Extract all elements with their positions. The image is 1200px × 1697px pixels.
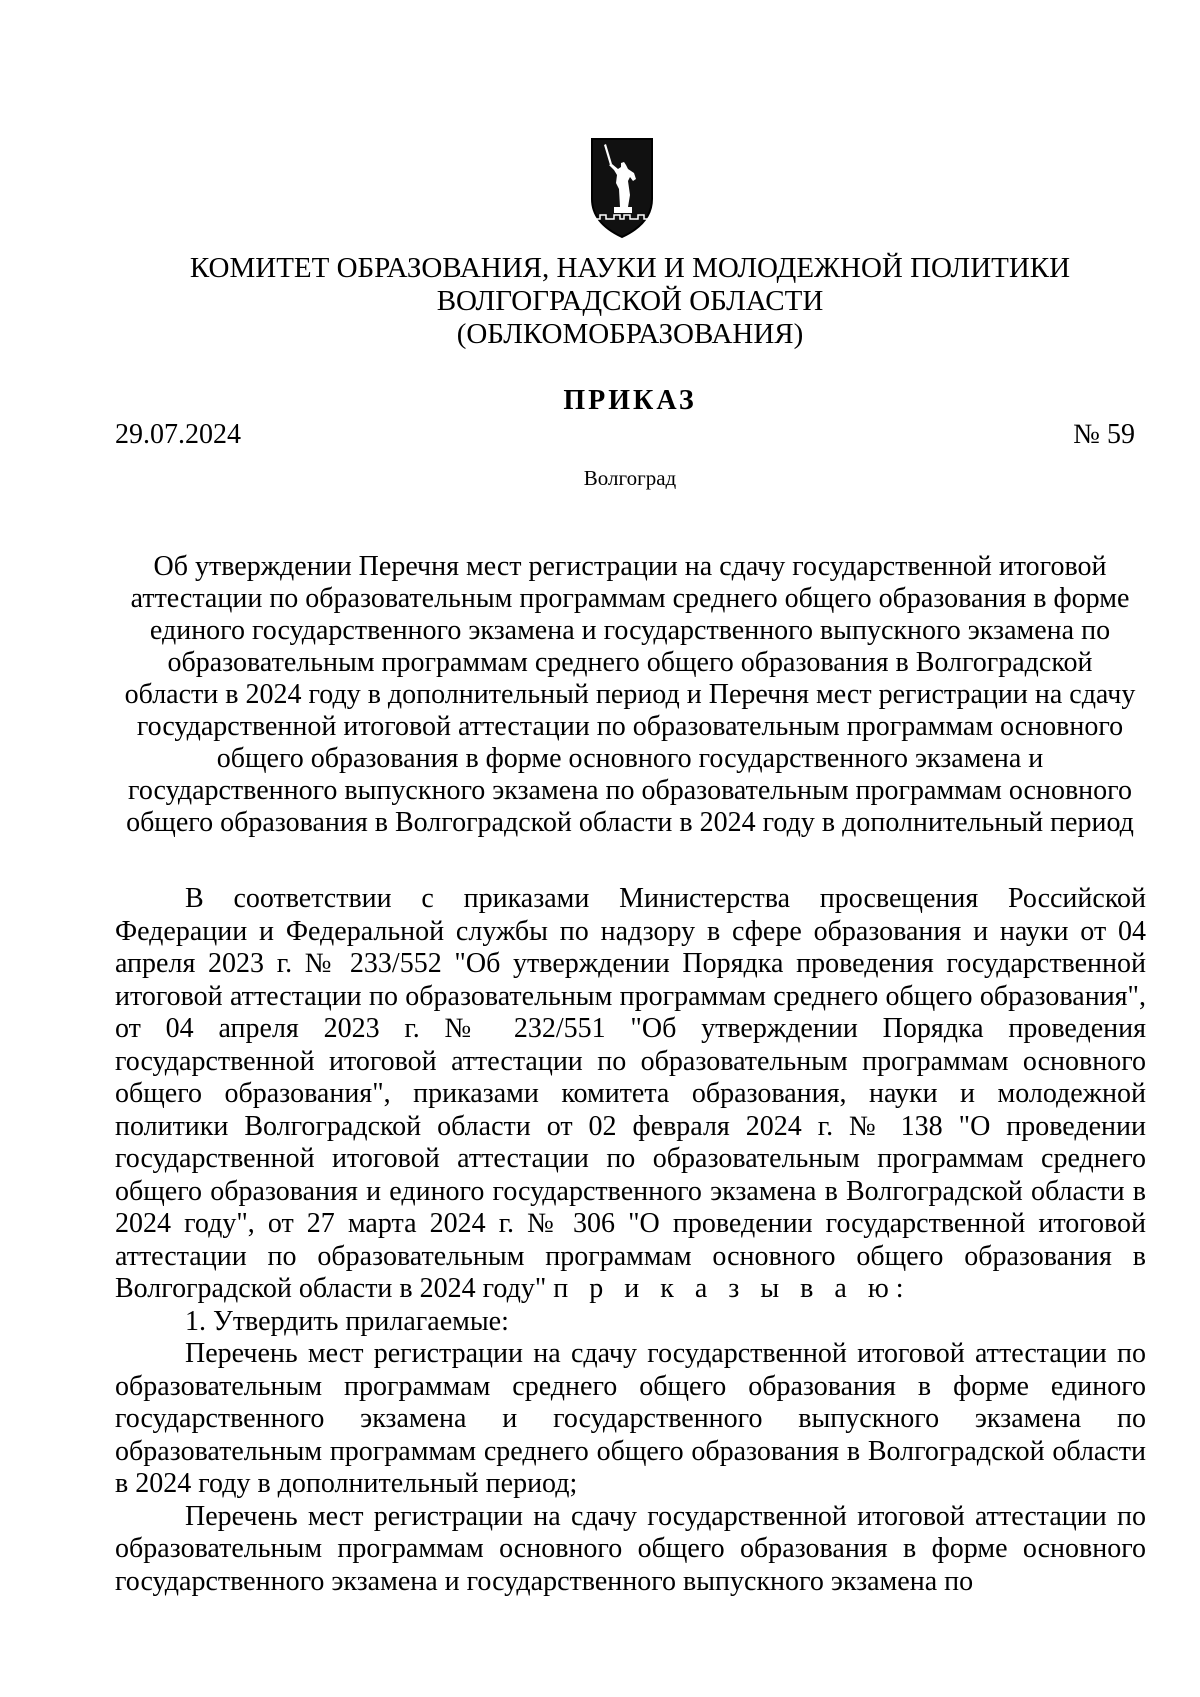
document-date: 29.07.2024 <box>115 419 241 450</box>
subject-line: Об утверждении Перечня мест регистрации на сдачу государственной итоговой <box>153 551 1107 582</box>
coat-of-arms-emblem <box>590 137 654 239</box>
organization-name-line: ВОЛГОГРАДСКОЙ ОБЛАСТИ <box>436 285 824 317</box>
subject-line: государственной итоговой аттестации по образовательным программам основного <box>136 711 1124 742</box>
preamble-paragraph <box>115 883 1146 1306</box>
document-body <box>115 883 1146 1598</box>
document-subject <box>115 551 1145 839</box>
organization-name <box>0 252 1200 351</box>
preamble-text: В соответствии с приказами Министерства просвещения Российской Федерации и Федеральной службы по надзору в сфере образования и науки от 04 апреля 2023 г. № 233/552 "Об утверждении Порядка проведения государственной итоговой аттестации по образовательным программам среднего общего образования", от 04 апреля 2023 г. № 232/551 "Об утверждении Порядка проведения государственной итоговой аттестации по образовательным программам основного общего образования", приказами комитета образования, науки и молодежной политики Волгоградской области от 02 февраля 2024 г. № 138 "О проведении государственной итоговой аттестации по образовательным программам среднего общего образования и единого государственного экзамена в Волгоградской области в 2024 году", от 27 марта 2024 г. № 306 "О проведении государственной итоговой аттестации по образовательным программам основного общего образования в Волгоградской области в 2024 году" <box>115 883 1146 1304</box>
document-type-title: ПРИКАЗ <box>563 385 697 416</box>
organization-name-line: КОМИТЕТ ОБРАЗОВАНИЯ, НАУКИ И МОЛОДЕЖНОЙ ПОЛИТИКИ <box>189 252 1071 284</box>
subject-line: аттестации по образовательным программам среднего общего образования в форме <box>130 583 1130 614</box>
order-item-1: 1. Утвердить прилагаемые: <box>185 1305 509 1337</box>
subject-line: государственного выпускного экзамена по образовательным программам основного <box>128 775 1132 806</box>
subject-line: образовательным программам среднего общего образования в Волгоградской <box>167 647 1093 678</box>
document-city: Волгоград <box>583 466 677 490</box>
subject-line: области в 2024 году в дополнительный период и Перечня мест регистрации на сдачу <box>124 679 1136 710</box>
subject-line: общего образования в форме основного государственного экзамена и <box>216 743 1044 774</box>
approved-list-a: Перечень мест регистрации на сдачу государственной итоговой аттестации по образовательным программам среднего общего образования в форме единого государственного экзамена и государственного выпускного экзамена по образовательным программам среднего общего образования в Волгоградской области в 2024 году в дополнительный период; <box>115 1338 1146 1499</box>
subject-line: общего образования в Волгоградской области в 2024 году в дополнительный период <box>126 807 1134 838</box>
approved-list-b: Перечень мест регистрации на сдачу государственной итоговой аттестации по образовательным программам основного общего образования в форме основного государственного экзамена и государственного выпускного экзамена по <box>115 1500 1146 1597</box>
organization-abbreviation: (ОБЛКОМОБРАЗОВАНИЯ) <box>456 318 804 350</box>
subject-line: единого государственного экзамена и государственного выпускного экзамена по <box>149 615 1111 646</box>
order-word: п р и к а з ы в а ю: <box>553 1273 911 1304</box>
document-number: № 59 <box>1073 419 1135 450</box>
